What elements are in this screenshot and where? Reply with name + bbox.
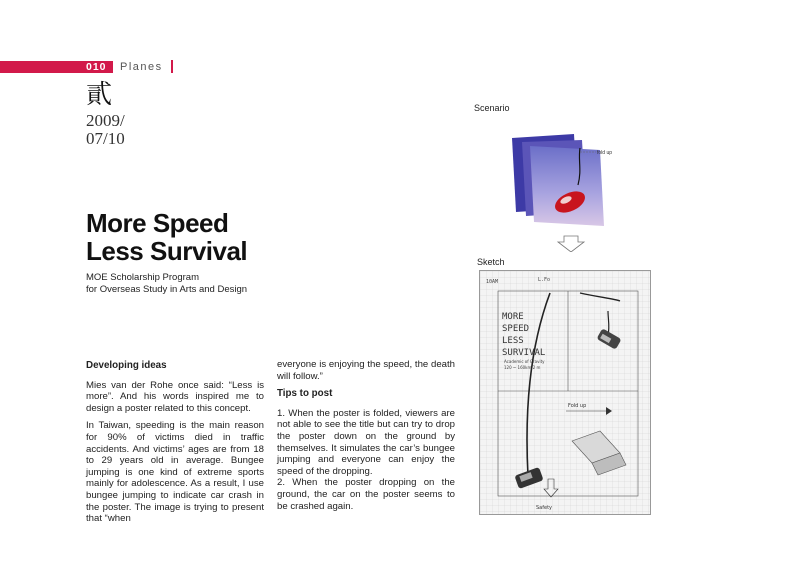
sketch-foldup-label: Fold up [568, 403, 587, 409]
sketch-title-4: SURVIVAL [502, 348, 546, 358]
project-subtitle [86, 272, 247, 296]
entry-date [86, 112, 125, 148]
tip-1: 1. When the poster is folded, viewers are not able to see the title but can try to drop the poster down on the ground by themselves. It simulates the car’s bungee jumping and everyone can enjoy the speed of the dropping. [277, 407, 455, 477]
sketch-title-2: SPEED [502, 324, 530, 334]
heading-tips: Tips to post [277, 388, 333, 400]
paragraph-quote: Mies van der Rohe once said: “Less is more”. And his words inspired me to design a poster related to this concept. [86, 379, 264, 414]
title-line-2: Less Survival [86, 236, 248, 266]
sketch-top-mid-note: L.Fo [538, 277, 551, 283]
subtitle-line-1: MOE Scholarship Program [86, 272, 199, 283]
page-number: 010 [86, 61, 107, 73]
sketch-label: Sketch [477, 257, 505, 267]
body-column-1 [86, 360, 264, 531]
tip-2: 2. When the poster dropping on the ground, the car on the poster seems to be crashed again. [277, 477, 455, 512]
poster-panel-front [530, 146, 604, 226]
scenario-callout: fold up [597, 150, 613, 156]
project-title [86, 209, 247, 265]
sketch-title-3: LESS [502, 336, 524, 346]
date-line-1: 2009/ [86, 111, 125, 130]
sketch-title-1: MORE [502, 312, 524, 322]
section-divider [171, 60, 173, 73]
scenario-label: Scenario [474, 103, 510, 113]
sketch-illustration [479, 270, 651, 515]
body-column-2 [277, 359, 455, 512]
scenario-illustration [500, 130, 630, 252]
sketch-top-left-note: 10AM [486, 279, 499, 285]
down-arrow-icon [558, 236, 584, 252]
title-line-1: More Speed [86, 208, 229, 238]
section-title: Planes [120, 61, 163, 73]
subtitle-line-2: for Overseas Study in Arts and Design [86, 284, 248, 295]
paragraph-context: In Taiwan, speeding is the main reason for 90% of victims died in traffic accidents. And victims’ ages are from 18 to 29 years old in average. Bungee jumping is one kind of extreme sports mainly for adolescence. As a result, I use bungee jumping to indicate car crash in the poster. The image is trying to present that “when [86, 420, 264, 525]
sketch-sub-2: 120 ~ 160km/2 m [504, 365, 541, 370]
paragraph-continued: everyone is enjoying the speed, the death will follow.” [277, 359, 455, 382]
sketch-sub-1: Academic of Gravity [504, 359, 545, 364]
date-line-2: 07/10 [86, 129, 125, 148]
entry-number: 貳 [86, 80, 113, 110]
sketch-bottom-note: Safety [536, 505, 552, 511]
heading-developing-ideas: Developing ideas [86, 360, 167, 371]
